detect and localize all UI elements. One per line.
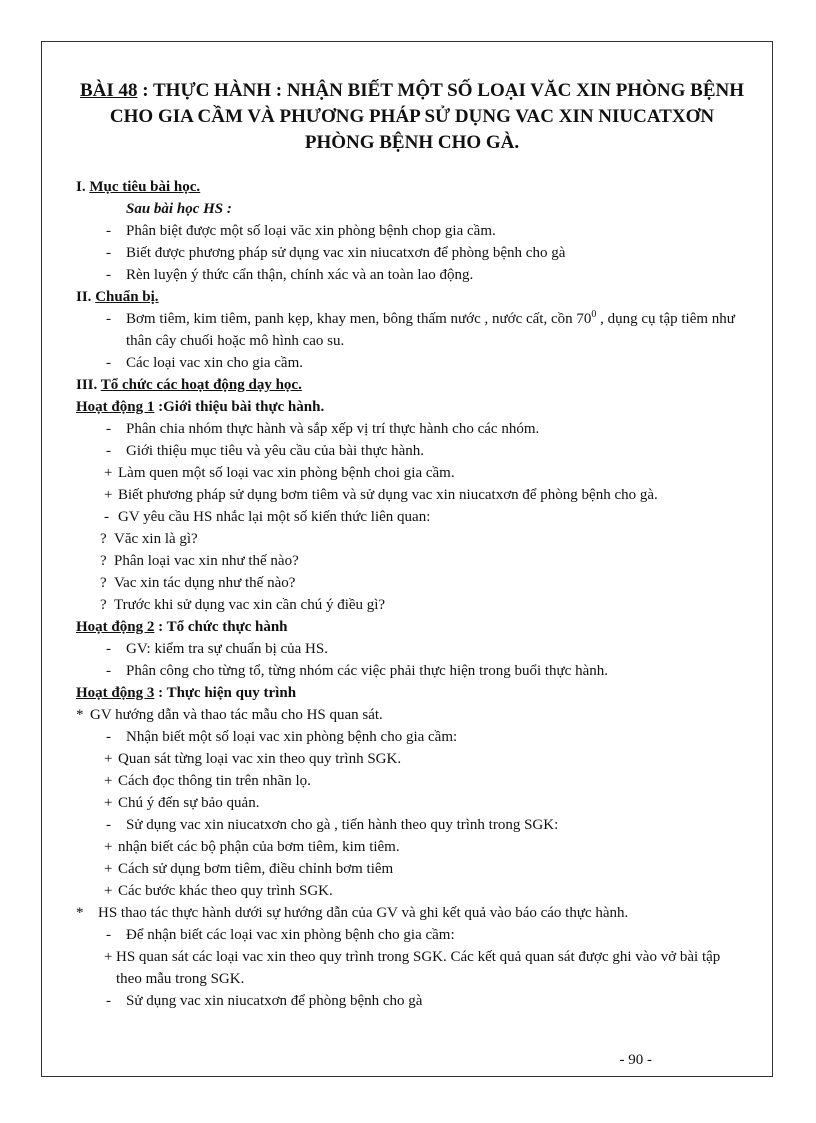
- activity-3-heading: Hoạt động 3 : Thực hiện quy trình: [76, 685, 297, 701]
- list-item: - Sử dụng vac xin niucatxơn để phòng bệnh cho gà: [106, 993, 423, 1009]
- list-item: + Biết phương pháp sử dụng bơm tiêm và sử dụng vac xin niucatxơn để phòng bệnh cho gà.: [104, 487, 658, 503]
- list-item: + Quan sát từng loại vac xin theo quy trình SGK.: [104, 751, 402, 767]
- list-item: - Biết được phương pháp sử dụng vac xin niucatxơn để phòng bệnh cho gà: [106, 245, 566, 261]
- question-item: ? Vac xin tác dụng như thế nào?: [100, 575, 296, 591]
- list-item: - Các loại vac xin cho gia cầm.: [106, 355, 304, 371]
- title-line-3: PHÒNG BỆNH CHO GÀ.: [304, 132, 520, 153]
- list-item: + Các bước khác theo quy trình SGK.: [104, 883, 333, 899]
- page-number: - 90 -: [619, 1052, 652, 1068]
- list-item: + Cách sử dụng bơm tiêm, điều chỉnh bơm tiêm: [104, 861, 394, 877]
- list-item: + Chú ý đến sự bảo quản.: [104, 795, 260, 811]
- objectives-subheading: Sau bài học HS :: [126, 201, 232, 217]
- list-item: - Bơm tiêm, kim tiêm, panh kẹp, khay men, bông thấm nước , nước cất, cồn $70^0$ , dụng cụ tập tiêm như thân cây chuối hoặc mô hình cao su.: [106, 309, 735, 349]
- question-item: ? Phân loại vac xin như thế nào?: [100, 553, 299, 569]
- question-item: ? Trước khi sử dụng vac xin cần chú ý điều gì?: [100, 597, 386, 613]
- list-item: + Cách đọc thông tin trên nhãn lọ.: [104, 773, 311, 789]
- list-item: - Nhận biết một số loại vac xin phòng bệnh cho gia cầm:: [106, 729, 458, 745]
- lesson-title: [76, 78, 748, 156]
- question-item: ? Văc xin là gì?: [100, 531, 198, 547]
- document-body: [76, 78, 748, 1012]
- list-item: + HS quan sát các loại vac xin theo quy trình trong SGK. Các kết quả quan sát được ghi vào vở bài tập theo mẫu trong SGK.: [104, 949, 721, 987]
- note-item: * GV hướng dẫn và thao tác mẫu cho HS quan sát.: [76, 707, 383, 723]
- list-item: - Phân chia nhóm thực hành và sắp xếp vị trí thực hành cho các nhóm.: [106, 421, 540, 437]
- activity-1-heading: Hoạt động 1 :Giới thiệu bài thực hành.: [76, 399, 325, 415]
- list-item: - GV yêu cầu HS nhắc lại một số kiến thức liên quan:: [104, 509, 431, 525]
- list-item: - Rèn luyện ý thức cẩn thận, chính xác và an toàn lao động.: [106, 267, 474, 283]
- section-preparation-heading: II. Chuẩn bị.: [76, 289, 159, 305]
- title-line-2: CHO GIA CẦM VÀ PHƯƠNG PHÁP SỬ DỤNG VAC XIN NIUCATXƠN: [109, 106, 715, 127]
- activity-2-heading: Hoạt động 2 : Tổ chức thực hành: [76, 619, 288, 635]
- list-item: - Sử dụng vac xin niucatxơn cho gà , tiến hành theo quy trình trong SGK:: [106, 817, 559, 833]
- list-item: - Phân công cho từng tổ, từng nhóm các việc phải thực hiện trong buổi thực hành.: [106, 663, 608, 679]
- list-item: + Làm quen một số loại vac xin phòng bệnh choi gia cầm.: [104, 465, 455, 481]
- lesson-number: BÀI 48: [79, 80, 138, 101]
- list-item: + nhận biết các bộ phận của bơm tiêm, kim tiêm.: [104, 839, 400, 855]
- section-objectives-heading: I. Mục tiêu bài học.: [76, 179, 201, 195]
- list-item: - Để nhận biết các loại vac xin phòng bệnh cho gia cầm:: [106, 927, 455, 943]
- list-item: - Phân biệt được một số loại văc xin phòng bệnh chop gia cầm.: [106, 223, 496, 239]
- title-line-1: : THỰC HÀNH : NHẬN BIẾT MỘT SỐ LOẠI VĂC XIN PHÒNG BỆNH: [137, 80, 745, 101]
- note-item: * HS thao tác thực hành dưới sự hướng dẫn của GV và ghi kết quả vào báo cáo thực hành.: [76, 905, 629, 921]
- list-item: - GV: kiểm tra sự chuẩn bị của HS.: [106, 641, 328, 657]
- list-item: - Giới thiệu mục tiêu và yêu cầu của bài thực hành.: [106, 443, 425, 459]
- section-activities-heading: III. Tổ chức các hoạt động dạy học.: [76, 377, 302, 393]
